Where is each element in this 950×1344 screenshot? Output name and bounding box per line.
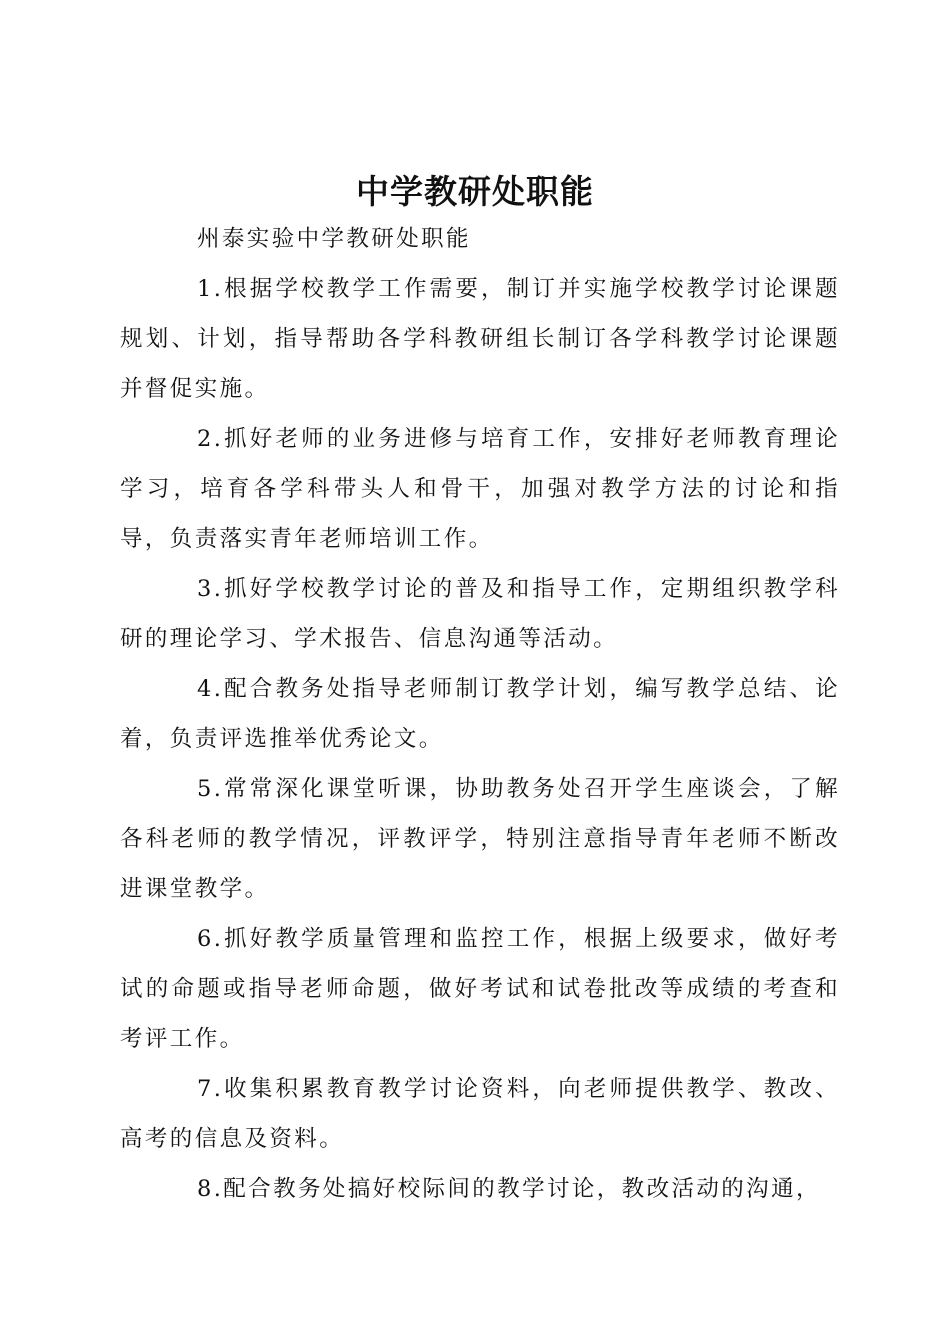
document-body: [120, 214, 840, 1214]
document-title: 中学教研处职能: [356, 172, 594, 212]
paragraph-item-3: 3.抓好学校教学讨论的普及和指导工作，定期组织教学科研的理论学习、学术报告、信息沟通等活动。: [120, 576, 840, 652]
paragraph-item-2: 2.抓好老师的业务进修与培育工作，安排好老师教育理论学习，培育各学科带头人和骨干，加强对教学方法的讨论和指导，负责落实青年老师培训工作。: [120, 426, 840, 552]
paragraph-item-6: 6.抓好教学质量管理和监控工作，根据上级要求，做好考试的命题或指导老师命题，做好考试和试卷批改等成绩的考查和考评工作。: [120, 926, 840, 1052]
paragraph-item-7: 7.收集积累教育教学讨论资料，向老师提供教学、教改、高考的信息及资料。: [120, 1076, 840, 1152]
paragraph-item-8: 8.配合教务处搞好校际间的教学讨论，教改活动的沟通，: [197, 1176, 821, 1202]
paragraph-item-4: 4.配合教务处指导老师制订教学计划，编写教学总结、论着，负责评选推举优秀论文。: [120, 676, 840, 752]
paragraph-item-5: 5.常常深化课堂听课，协助教务处召开学生座谈会，了解各科老师的教学情况，评教评学，特别注意指导青年老师不断改进课堂教学。: [120, 776, 840, 902]
paragraph-item-1: 1.根据学校教学工作需要，制订并实施学校教学讨论课题规划、计划，指导帮助各学科教研组长制订各学科教学讨论课题并督促实施。: [120, 276, 840, 402]
paragraph-subtitle: 州泰实验中学教研处职能: [197, 226, 471, 252]
